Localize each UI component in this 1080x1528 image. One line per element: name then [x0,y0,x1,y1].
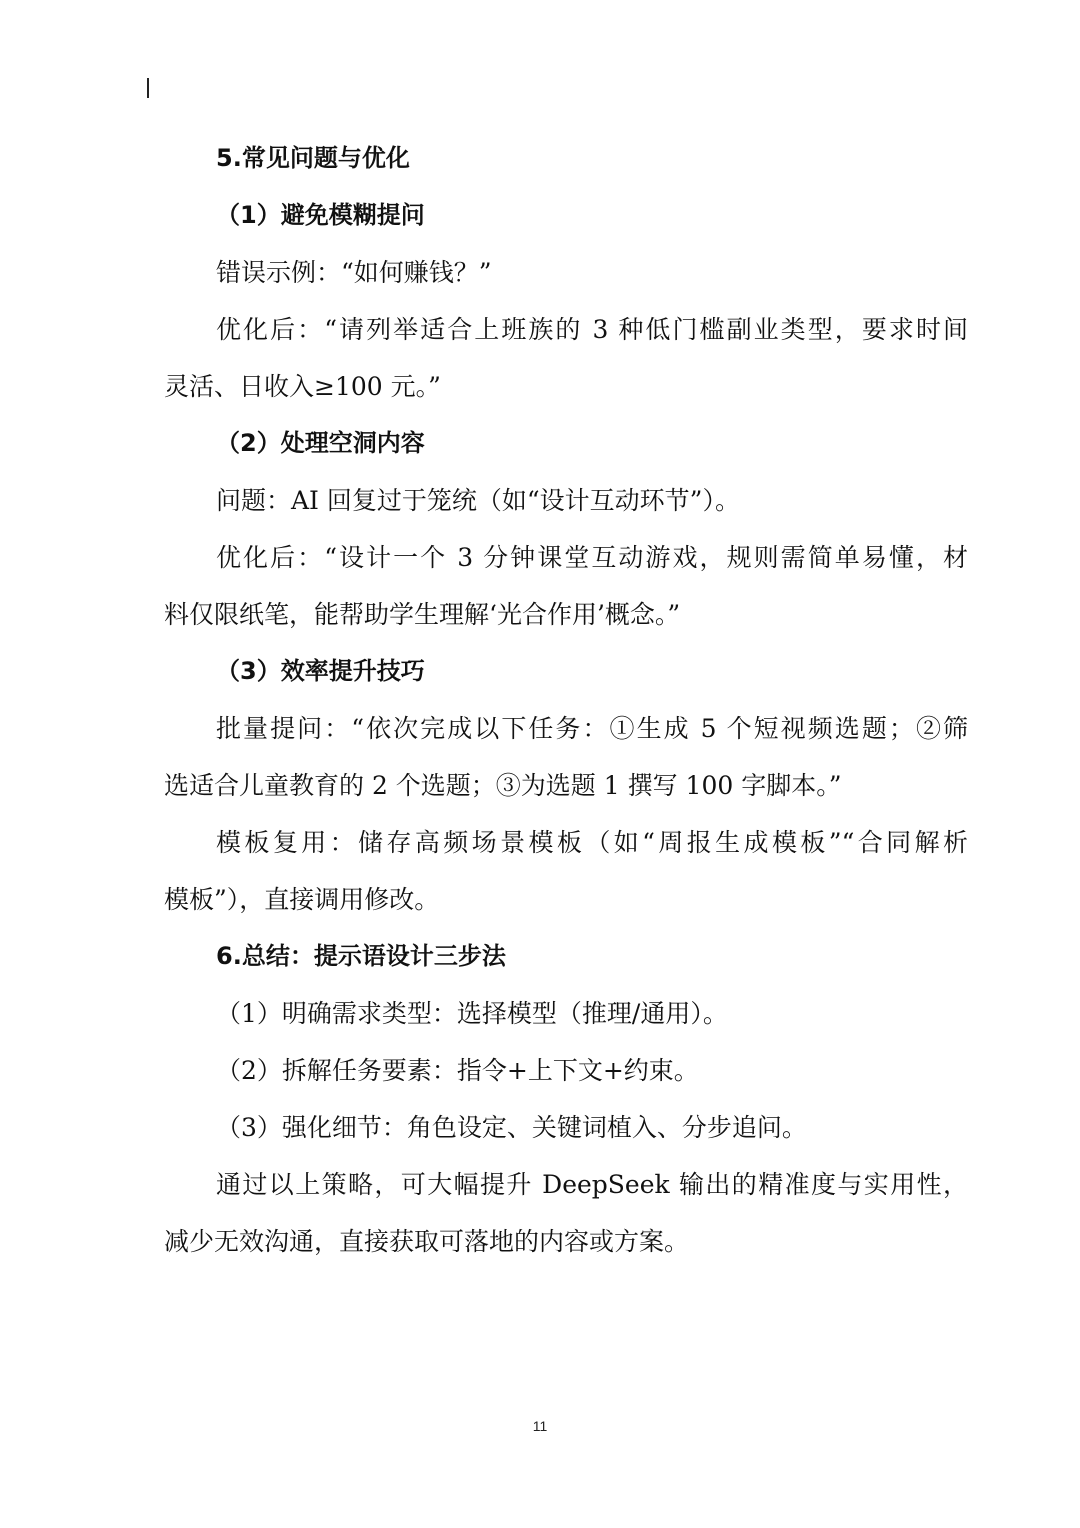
paragraph-line: 减少无效沟通，直接获取可落地的内容或方案。 [164,1227,690,1256]
paragraph-line: 优化后：“设计一个 3 分钟课堂互动游戏，规则需简单易懂，材 [216,543,968,572]
paragraph-line: 灵活、日收入≥100 元。” [164,372,441,401]
section-heading-6: 6.总结：提示语设计三步法 [216,942,506,970]
subheading-empty-content: （2）处理空洞内容 [216,429,425,457]
paragraph-line: 模板”），直接调用修改。 [164,885,440,914]
list-item: （2）拆解任务要素：指令+上下文+约束。 [216,1056,699,1085]
paragraph-line: 优化后：“请列举适合上班族的 3 种低门槛副业类型，要求时间 [216,315,968,344]
paragraph-line: 批量提问：“依次完成以下任务：①生成 5 个短视频选题；②筛 [216,714,968,743]
paragraph-line: 通过以上策略，可大幅提升 DeepSeek 输出的精准度与实用性， [216,1170,968,1199]
page-number: 11 [532,1418,548,1434]
paragraph-line: 问题：AI 回复过于笼统（如“设计互动环节”）。 [216,486,740,515]
paragraph-line: 料仅限纸笔，能帮助学生理解‘光合作用’概念。” [164,600,681,629]
list-item: （1）明确需求类型：选择模型（推理/通用）。 [216,999,728,1028]
text-cursor [147,78,149,98]
section-heading-5: 5.常见问题与优化 [216,144,410,172]
paragraph-line: 选适合儿童教育的 2 个选题；③为选题 1 撰写 100 字脚本。” [164,771,842,800]
subheading-avoid-vague-questions: （1）避免模糊提问 [216,201,425,229]
subheading-efficiency-tips: （3）效率提升技巧 [216,657,425,685]
document-body [164,130,968,1270]
paragraph-line: 模板复用：储存高频场景模板（如“周报生成模板”“合同解析 [216,828,968,857]
paragraph-line: 错误示例：“如何赚钱？” [216,258,492,287]
list-item: （3）强化细节：角色设定、关键词植入、分步追问。 [216,1113,807,1142]
